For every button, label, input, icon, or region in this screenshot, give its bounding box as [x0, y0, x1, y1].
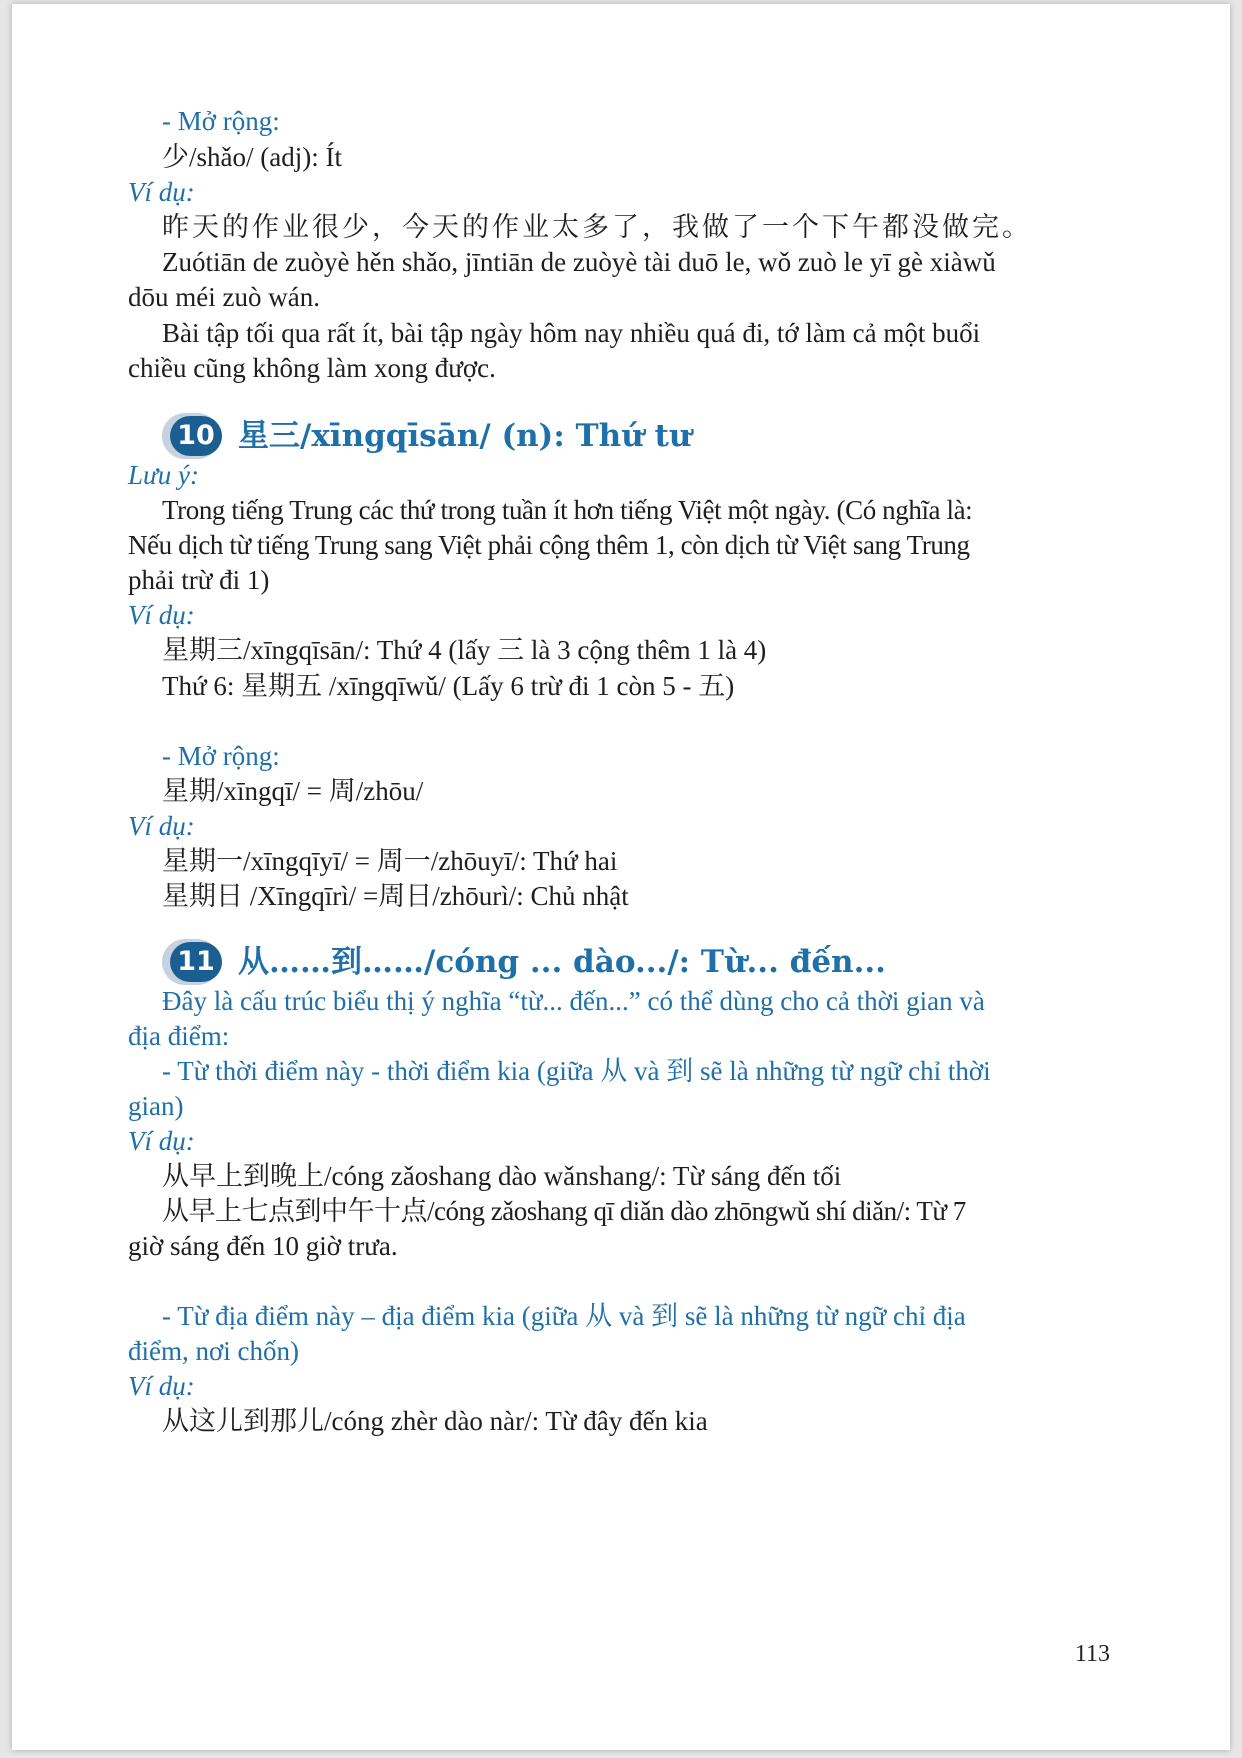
paragraph-line: phải trừ đi 1): [128, 565, 270, 595]
example-label: Ví dụ:: [128, 177, 195, 207]
section-heading: 从……到……/cóng ... dào.../: Từ... đến...: [238, 944, 886, 980]
page: [12, 4, 1230, 1750]
expand-label: - Mở rộng:: [162, 106, 280, 136]
translation-line: chiều cũng không làm xong được.: [128, 353, 496, 383]
example-label: Ví dụ:: [128, 600, 195, 630]
section-number-badge: [162, 413, 220, 459]
example-line: giờ sáng đến 10 giờ trưa.: [128, 1231, 398, 1261]
blue-paragraph-line: gian): [128, 1091, 184, 1121]
vocab-line: 少/shǎo/ (adj): Ít: [162, 142, 342, 172]
blue-paragraph-line: điểm, nơi chốn): [128, 1336, 299, 1366]
paragraph-line: Nếu dịch từ tiếng Trung sang Việt phải cộng thêm 1, còn dịch từ Việt sang Trung: [128, 530, 970, 560]
expand-label: - Mở rộng:: [162, 741, 280, 771]
example-label: Ví dụ:: [128, 1371, 195, 1401]
example-line: Thứ 6: 星期五 /xīngqīwǔ/ (Lấy 6 trừ đi 1 còn 5 - 五): [162, 671, 735, 701]
translation-line: Bài tập tối qua rất ít, bài tập ngày hôm nay nhiều quá đi, tớ làm cả một buổi: [162, 318, 981, 348]
section-heading: 星三/xīngqīsān/ (n): Thứ tư: [238, 418, 692, 454]
example-label: Ví dụ:: [128, 811, 195, 841]
section-number-badge: [162, 939, 220, 985]
page-number: 113: [1074, 1641, 1110, 1667]
blue-paragraph-line: Đây là cấu trúc biểu thị ý nghĩa “từ... đến...” có thể dùng cho cả thời gian và: [162, 986, 985, 1016]
example-label: Ví dụ:: [128, 1126, 195, 1156]
example-line: 星期三/xīngqīsān/: Thứ 4 (lấy 三 là 3 cộng thêm 1 là 4): [162, 635, 767, 665]
blue-paragraph-line: địa điểm:: [128, 1021, 230, 1051]
blue-paragraph-line: - Từ thời điểm này - thời điểm kia (giữa 从 và 到 sẽ là những từ ngữ chỉ thời: [162, 1056, 991, 1086]
example-line: 星期一/xīngqīyī/ = 周一/zhōuyī/: Thứ hai: [162, 846, 618, 876]
pinyin-line: dōu méi zuò wán.: [128, 282, 320, 312]
example-line: 从这儿到那儿/cóng zhèr dào nàr/: Từ đây đến kia: [162, 1406, 708, 1436]
chinese-sentence: 昨天的作业很少，今天的作业太多了，我做了一个下午都没做完。: [162, 212, 1032, 242]
paragraph-line: Trong tiếng Trung các thứ trong tuần ít hơn tiếng Việt một ngày. (Có nghĩa là:: [162, 495, 973, 525]
example-line: 从早上七点到中午十点/cóng zǎoshang qī diǎn dào zhōngwǔ shí diǎn/: Từ 7: [162, 1196, 966, 1226]
blue-paragraph-line: - Từ địa điểm này – địa điểm kia (giữa 从 và 到 sẽ là những từ ngữ chỉ địa: [162, 1301, 966, 1331]
vocab-line: 星期/xīngqī/ = 周/zhōu/: [162, 776, 424, 806]
example-line: 从早上到晚上/cóng zǎoshang dào wǎnshang/: Từ sáng đến tối: [162, 1161, 842, 1191]
section-number: 10: [170, 416, 222, 456]
note-label: Lưu ý:: [128, 460, 199, 490]
section-number: 11: [170, 942, 222, 982]
pinyin-line: Zuótiān de zuòyè hěn shǎo, jīntiān de zuòyè tài duō le, wǒ zuò le yī gè xiàwǔ: [162, 247, 996, 277]
example-line: 星期日 /Xīngqīrì/ =周日/zhōurì/: Chủ nhật: [162, 881, 629, 911]
